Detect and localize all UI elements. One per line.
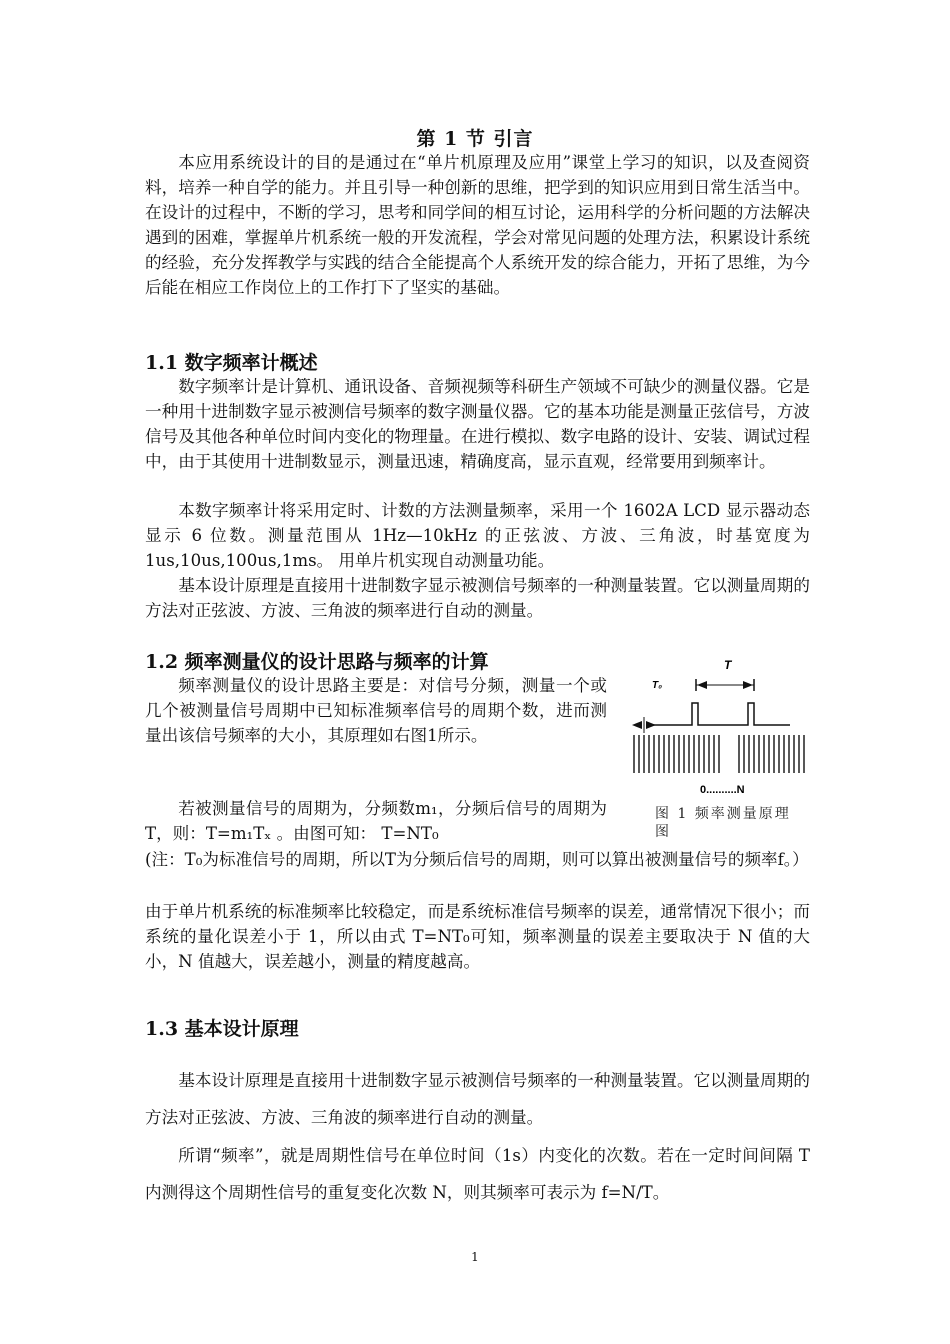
standard-frequency-pulses	[634, 735, 804, 773]
section-1-2-paragraph-1: 频率测量仪的设计思路主要是：对信号分频，测量一个或几个被测量信号周期中已知标准频率信号的周期个数，进而测量出该信号频率的大小，其原理如右图1所示。	[145, 676, 607, 745]
page-number: 1	[471, 1250, 479, 1264]
page-title: 第 1 节 引言	[416, 128, 534, 150]
section-1-1-heading: 1.1 数字频率计概述	[145, 352, 318, 374]
divided-signal-waveform	[650, 703, 790, 725]
label-T: T	[724, 658, 732, 672]
section-1-3-paragraph-2: 所谓“频率”，就是周期性信号在单位时间（1s）内变化的次数。若在一定时间间隔 T 内测得这个周期性信号的重复变化次数 N，则其频率可表示为 f=N/T。	[145, 1146, 810, 1202]
section-1-3-paragraph-1: 基本设计原理是直接用十进制数字显示被测信号频率的一种测量装置。它以测量周期的方法对正弦波、方波、三角波的频率进行自动的测量。	[145, 1071, 810, 1127]
section-1-1-paragraph-2: 本数字频率计将采用定时、计数的方法测量频率，采用一个 1602A LCD 显示器动态显示 6 位数。测量范围从 1Hz—10kHz 的正弦波、方波、三角波，时基宽度为 1us,10us,100us,1ms。 用单片机实现自动测量功能。	[145, 501, 810, 570]
section-1-2-heading: 1.2 频率测量仪的设计思路与频率的计算	[145, 651, 489, 673]
label-count-range: 0..........N	[700, 784, 745, 796]
label-T0: T₀	[652, 680, 663, 691]
section-1-2-note: (注：T₀为标准信号的周期，所以T为分频后信号的周期，则可以算出被测量信号的频率f。）	[145, 850, 809, 869]
section-1-3-heading: 1.3 基本设计原理	[145, 1018, 299, 1040]
section-1-1-paragraph-1: 数字频率计是计算机、通讯设备、音频视频等科研生产领域不可缺少的测量仪器。它是一种用十进制数字显示被测信号频率的数字测量仪器。它的基本功能是测量正弦信号，方波信号及其他各种单位时间内变化的物理量。在进行模拟、数字电路的设计、安装、调试过程中，由于其使用十进制数显示，测量迅速，精确度高，显示直观，经常要用到频率计。	[145, 377, 810, 471]
section-1-2-paragraph-2: 若被测量信号的周期为，分频数m₁，分频后信号的周期为T，则：T=m₁Tₓ 。由图可知： T=NT₀	[145, 799, 607, 843]
figure-frequency-measurement	[630, 655, 810, 830]
section-1-1-paragraph-3: 基本设计原理是直接用十进制数字显示被测信号频率的一种测量装置。它以测量周期的方法对正弦波、方波、三角波的频率进行自动的测量。	[145, 576, 810, 620]
intro-paragraph: 本应用系统设计的目的是通过在“单片机原理及应用”课堂上学习的知识，以及查阅资料，培养一种自学的能力。并且引导一种创新的思维，把学到的知识应用到日常生活当中。在设计的过程中，不断的学习，思考和同学间的相互讨论，运用科学的分析问题的方法解决遇到的困难，掌握单片机系统一般的开发流程，学会对常见问题的处理方法，积累设计系统的经验，充分发挥教学与实践的结合全能提高个人系统开发的综合能力，开拓了思维，为今后能在相应工作岗位上的工作打下了坚实的基础。	[145, 153, 810, 297]
section-1-2-paragraph-3: 由于单片机系统的标准频率比较稳定，而是系统标准信号频率的误差，通常情况下很小；而系统的量化误差小于 1，所以由式 T=NT₀可知，频率测量的误差主要取决于 N 值的大小，N 值越大，误差越小，测量的精度越高。	[145, 902, 810, 971]
frequency-diagram	[630, 655, 810, 805]
figure-caption: 图 1 频率测量原理图	[655, 806, 791, 840]
